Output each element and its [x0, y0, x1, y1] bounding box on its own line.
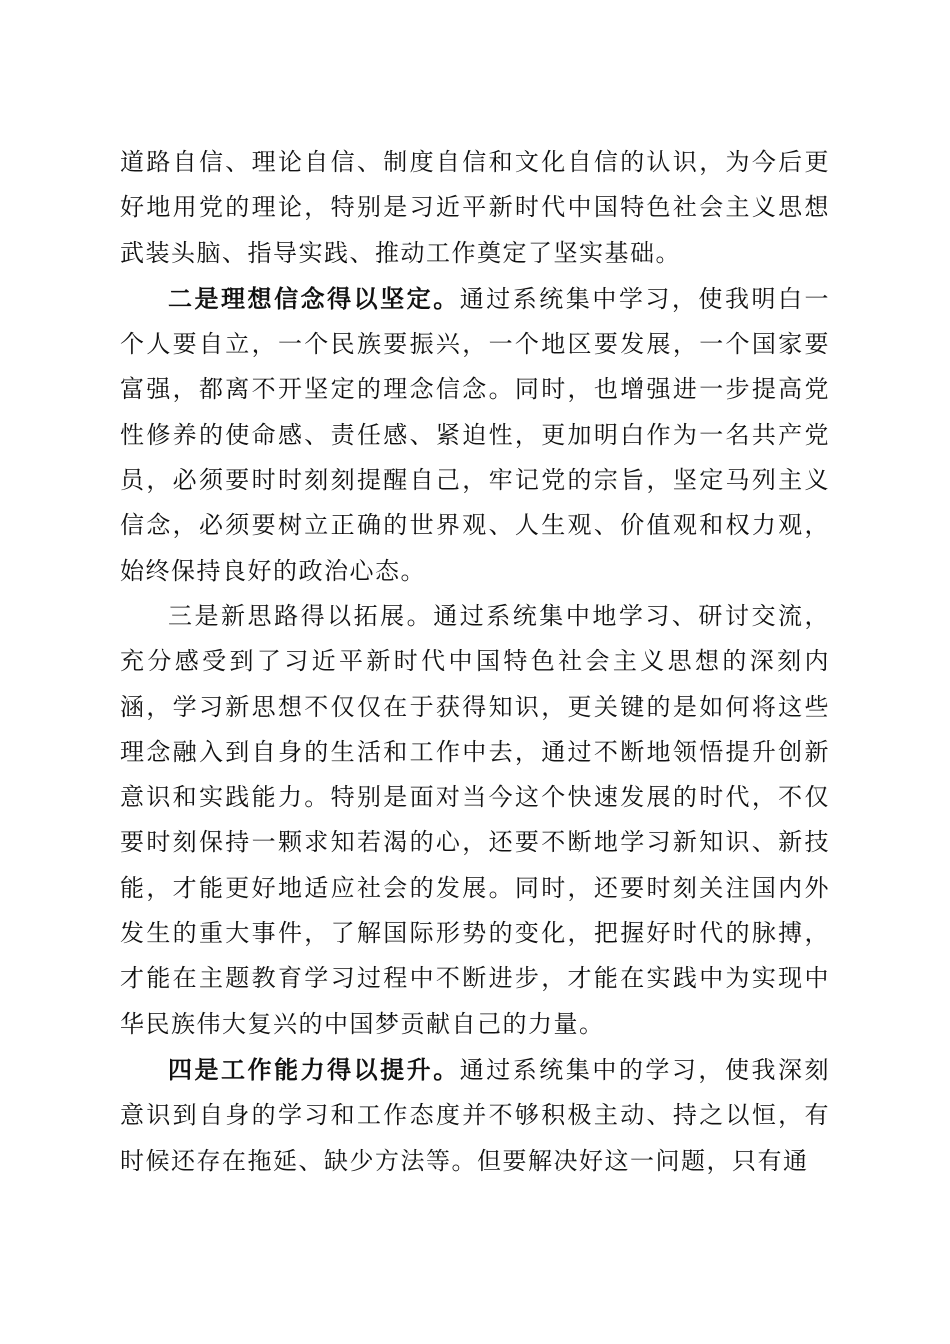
paragraph-new-ideas — [120, 594, 830, 1047]
paragraph-heading: 二是理想信念得以坚定。 — [168, 283, 460, 313]
paragraph-heading: 三是新思路得以拓展。 — [168, 601, 434, 630]
paragraph-heading: 四是工作能力得以提升。 — [168, 1054, 460, 1084]
paragraph-text: 通过系统集中的学习，使我深刻意识到自身的学习和工作态度并不够积极主动、持之以恒，有时候还存在拖延、缺少方法等。但要解决好这一问题，只有通 — [120, 1055, 831, 1175]
paragraph-text: 通过系统集中地学习、研讨交流，充分感受到了习近平新时代中国特色社会主义思想的深刻内涵，学习新思想不仅仅在于获得知识，更关键的是如何将这些理念融入到自身的生活和工作中去，通过不断地领悟提升创新意识和实践能力。特别是面对当今这个快速发展的时代，不仅要时刻保持一颗求知若渴的心，还要不断地学习新知识、新技能，才能更好地适应社会的发展。同时，还要时刻关注国内外发生的重大事件，了解国际形势的变化，把握好时代的脉搏，才能在主题教育学习过程中不断进步，才能在实践中为实现中华民族伟大复兴的中国梦贡献自己的力量。 — [120, 601, 831, 1038]
paragraph-text: 道路自信、理论自信、制度自信和文化自信的认识，为今后更好地用党的理论，特别是习近平新时代中国特色社会主义思想武装头脑、指导实践、推动工作奠定了坚实基础。 — [120, 148, 830, 267]
paragraph-text: 通过系统集中学习，使我明白一个人要自立，一个民族要振兴，一个地区要发展，一个国家要富强，都离不开坚定的理念信念。同时，也增强进一步提高党性修养的使命感、责任感、紧迫性，更加明白作为一名共产党员，必须要时时刻刻提醒自己，牢记党的宗旨，坚定马列主义信念，必须要树立正确的世界观、人生观、价值观和权力观，始终保持良好的政治心态。 — [120, 284, 831, 585]
document-page — [120, 140, 830, 1184]
paragraph-continuation — [120, 140, 830, 276]
paragraph-ideals — [120, 276, 830, 594]
paragraph-work-ability — [120, 1047, 830, 1184]
